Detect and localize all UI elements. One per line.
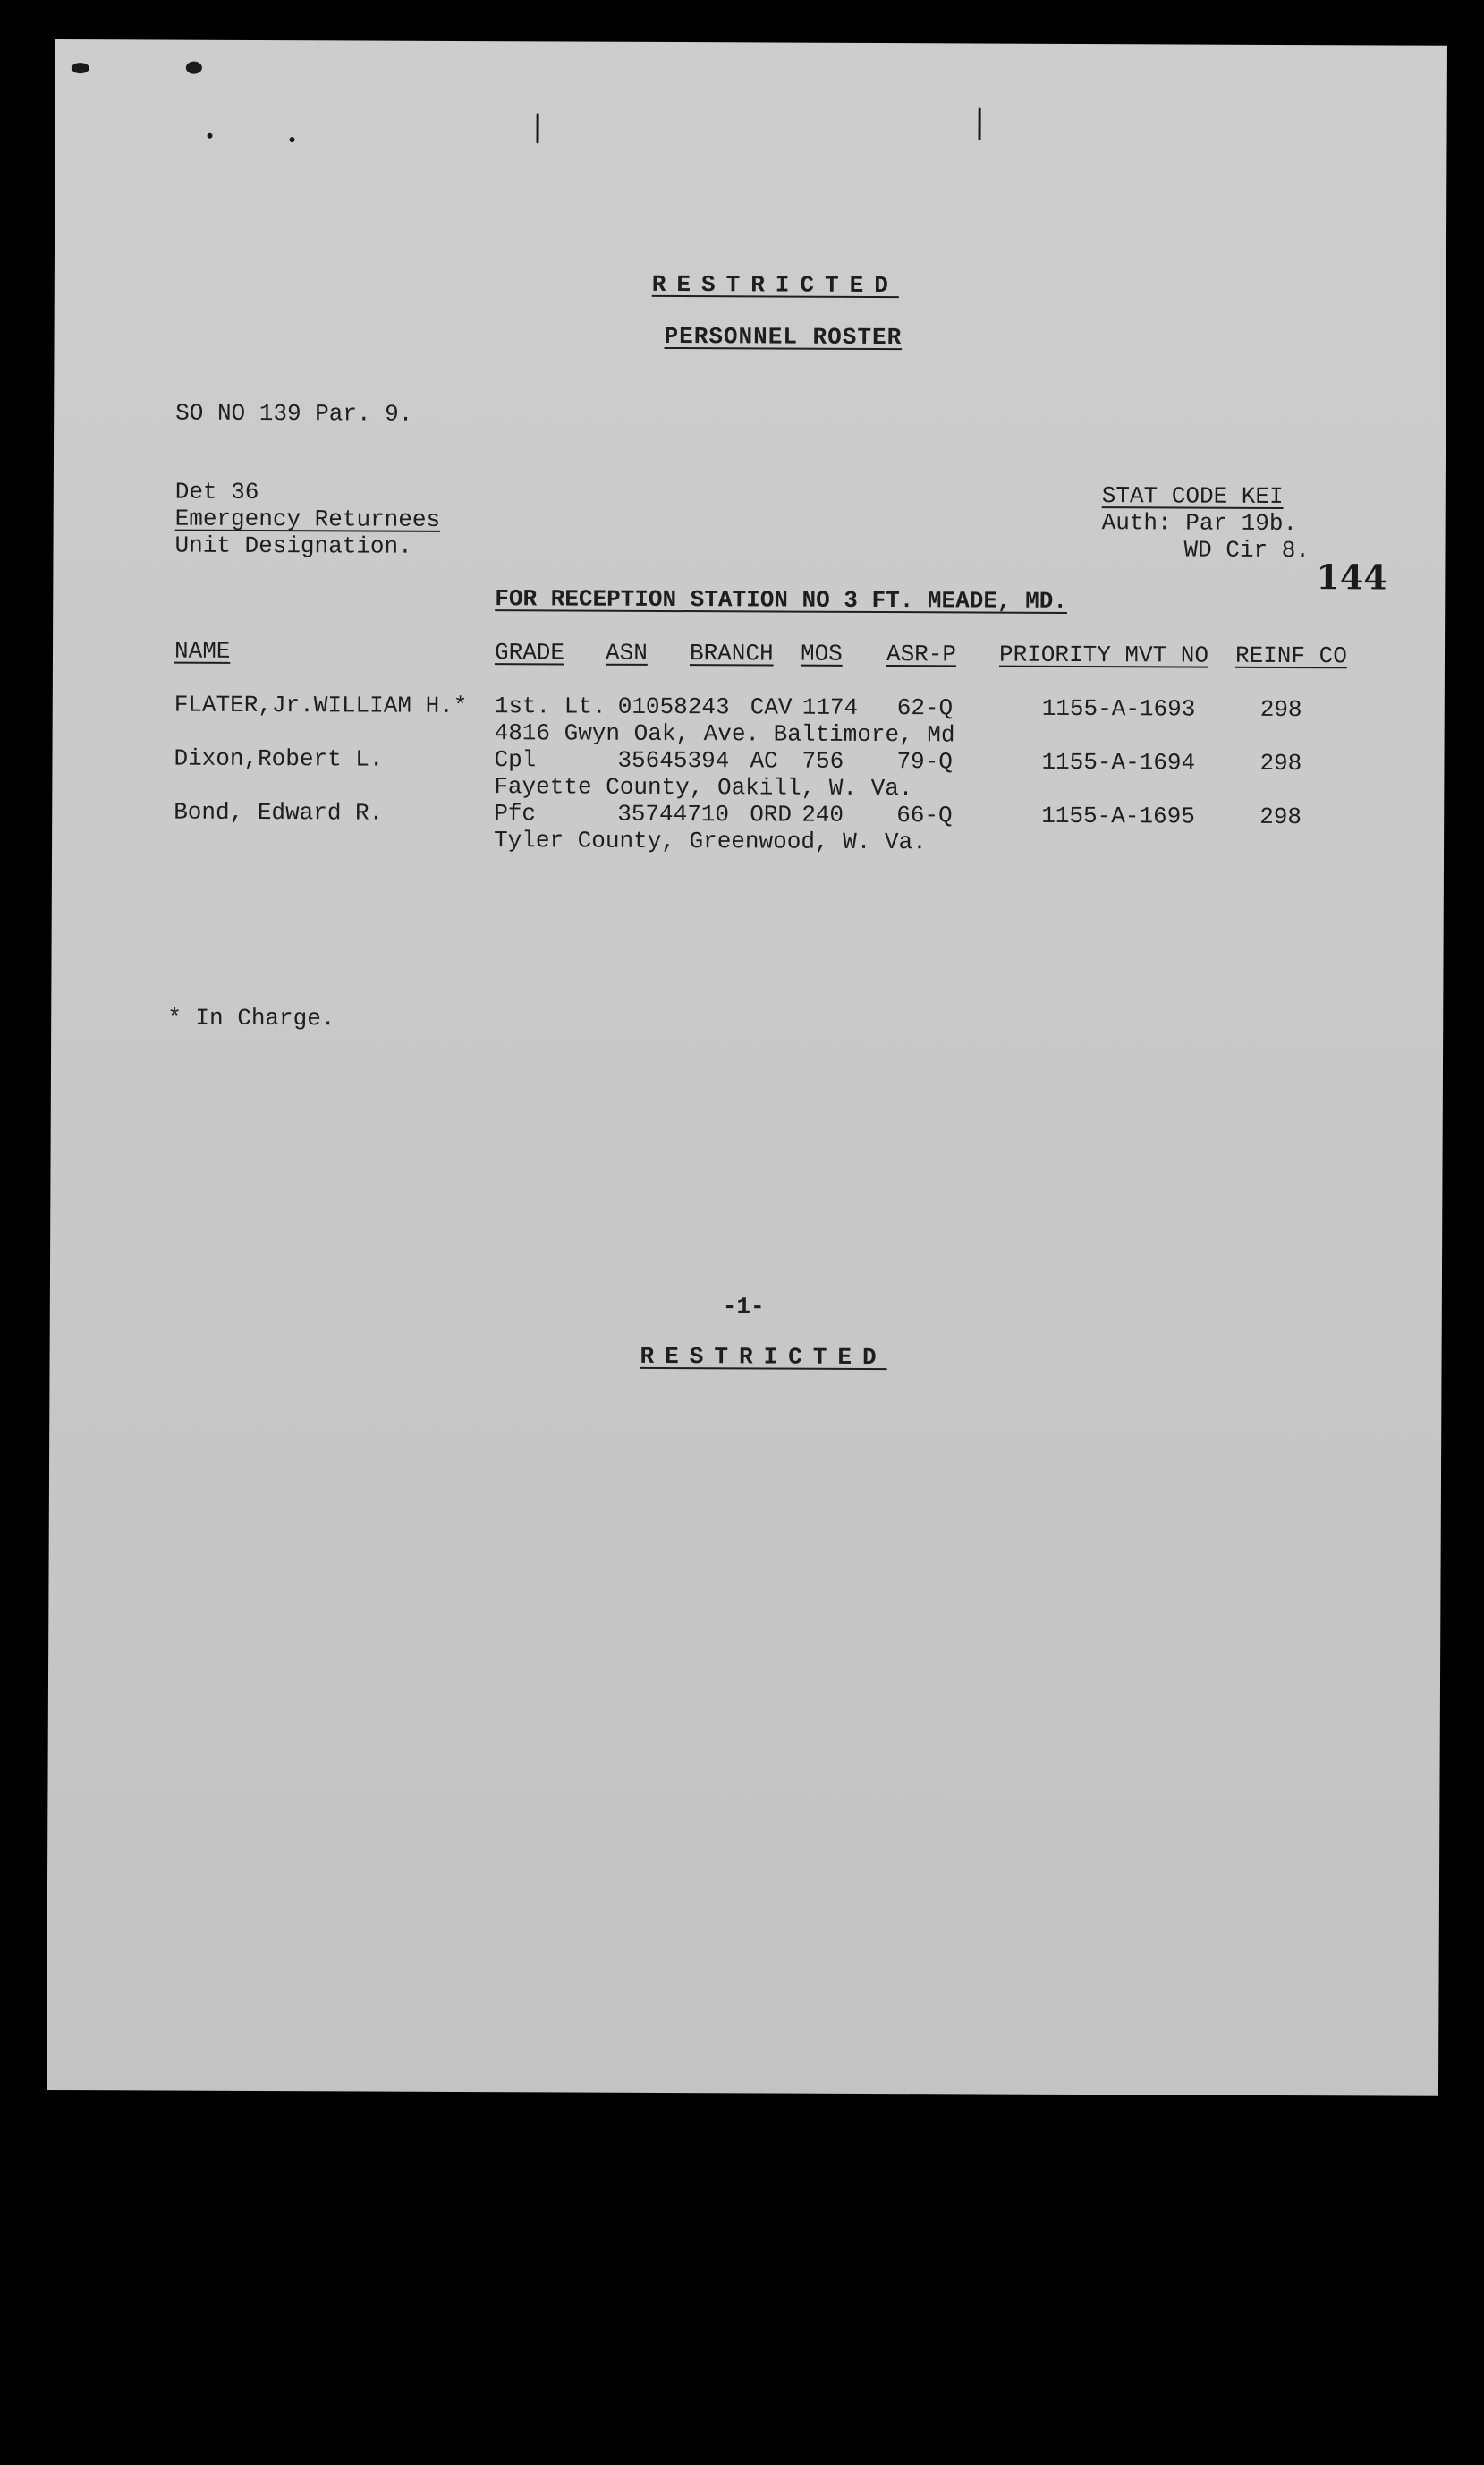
col-priority-mvt: PRIORITY MVT NO — [998, 641, 1209, 669]
unit-name: Emergency Returnees — [174, 505, 441, 533]
row-mvt: 1155-A-1693 — [1041, 694, 1196, 723]
order-reference: SO NO 139 Par. 9. — [175, 399, 413, 428]
speck — [186, 62, 202, 74]
row-name: FLATER,Jr.WILLIAM H.* — [174, 691, 468, 720]
row-name: Bond, Edward R. — [174, 798, 384, 827]
document-page — [47, 39, 1447, 2096]
row-mos: 1174 — [801, 693, 859, 721]
row-grade: 1st. Lt. — [494, 693, 606, 720]
row-branch: ORD — [750, 801, 793, 829]
col-grade: GRADE — [494, 639, 565, 667]
wd-circular: WD Cir 8. — [1183, 536, 1310, 565]
speck — [290, 137, 295, 142]
row-mos: 756 — [801, 747, 844, 775]
speck — [72, 63, 89, 73]
speck — [536, 113, 538, 143]
row-asr: 66-Q — [896, 802, 953, 829]
row-address: Fayette County, Oakill, W. Va. — [494, 773, 913, 803]
document-title: PERSONNEL ROSTER — [664, 322, 903, 352]
destination-line: FOR RECEPTION STATION NO 3 FT. MEADE, MD. — [495, 585, 1068, 615]
page-stamp: 144 — [1316, 557, 1387, 598]
row-grade: Cpl — [494, 746, 537, 774]
row-asn: 35744710 — [617, 800, 730, 829]
row-mvt: 1155-A-1694 — [1041, 748, 1196, 777]
stat-code: STAT CODE KEI — [1101, 482, 1284, 510]
row-asn: 35645394 — [617, 746, 730, 775]
row-mvt: 1155-A-1695 — [1041, 802, 1195, 830]
footnote: * In Charge. — [167, 1004, 335, 1033]
speck — [208, 133, 213, 139]
row-address: 4816 Gwyn Oak, Ave. Baltimore, Md — [494, 719, 955, 749]
unit-designation-label: Unit Designation. — [174, 531, 412, 560]
row-grade: Pfc — [494, 800, 537, 828]
col-name: NAME — [174, 637, 231, 665]
col-asr: ASR-P — [886, 641, 957, 668]
row-name: Dixon,Robert L. — [174, 744, 384, 773]
row-asr: 79-Q — [896, 748, 953, 776]
classification-header: RESTRICTED — [651, 270, 899, 300]
col-mos: MOS — [800, 640, 843, 667]
row-reinf: 298 — [1259, 695, 1302, 724]
col-branch: BRANCH — [689, 640, 774, 667]
row-branch: AC — [750, 747, 778, 775]
row-mos: 240 — [801, 801, 844, 829]
row-branch: CAV — [750, 693, 793, 721]
row-asr: 62-Q — [896, 694, 954, 722]
row-address: Tyler County, Greenwood, W. Va. — [494, 827, 927, 856]
col-reinf-co: REINF CO — [1234, 642, 1347, 670]
row-asn: 01058243 — [617, 693, 730, 721]
col-asn: ASN — [605, 639, 648, 667]
detachment: Det 36 — [174, 478, 259, 506]
authority: Auth: Par 19b. — [1101, 509, 1298, 538]
classification-footer: RESTRICTED — [640, 1342, 887, 1372]
row-reinf: 298 — [1259, 749, 1302, 778]
row-reinf: 298 — [1259, 803, 1302, 831]
page-number: -1- — [722, 1293, 765, 1321]
speck — [979, 108, 981, 140]
